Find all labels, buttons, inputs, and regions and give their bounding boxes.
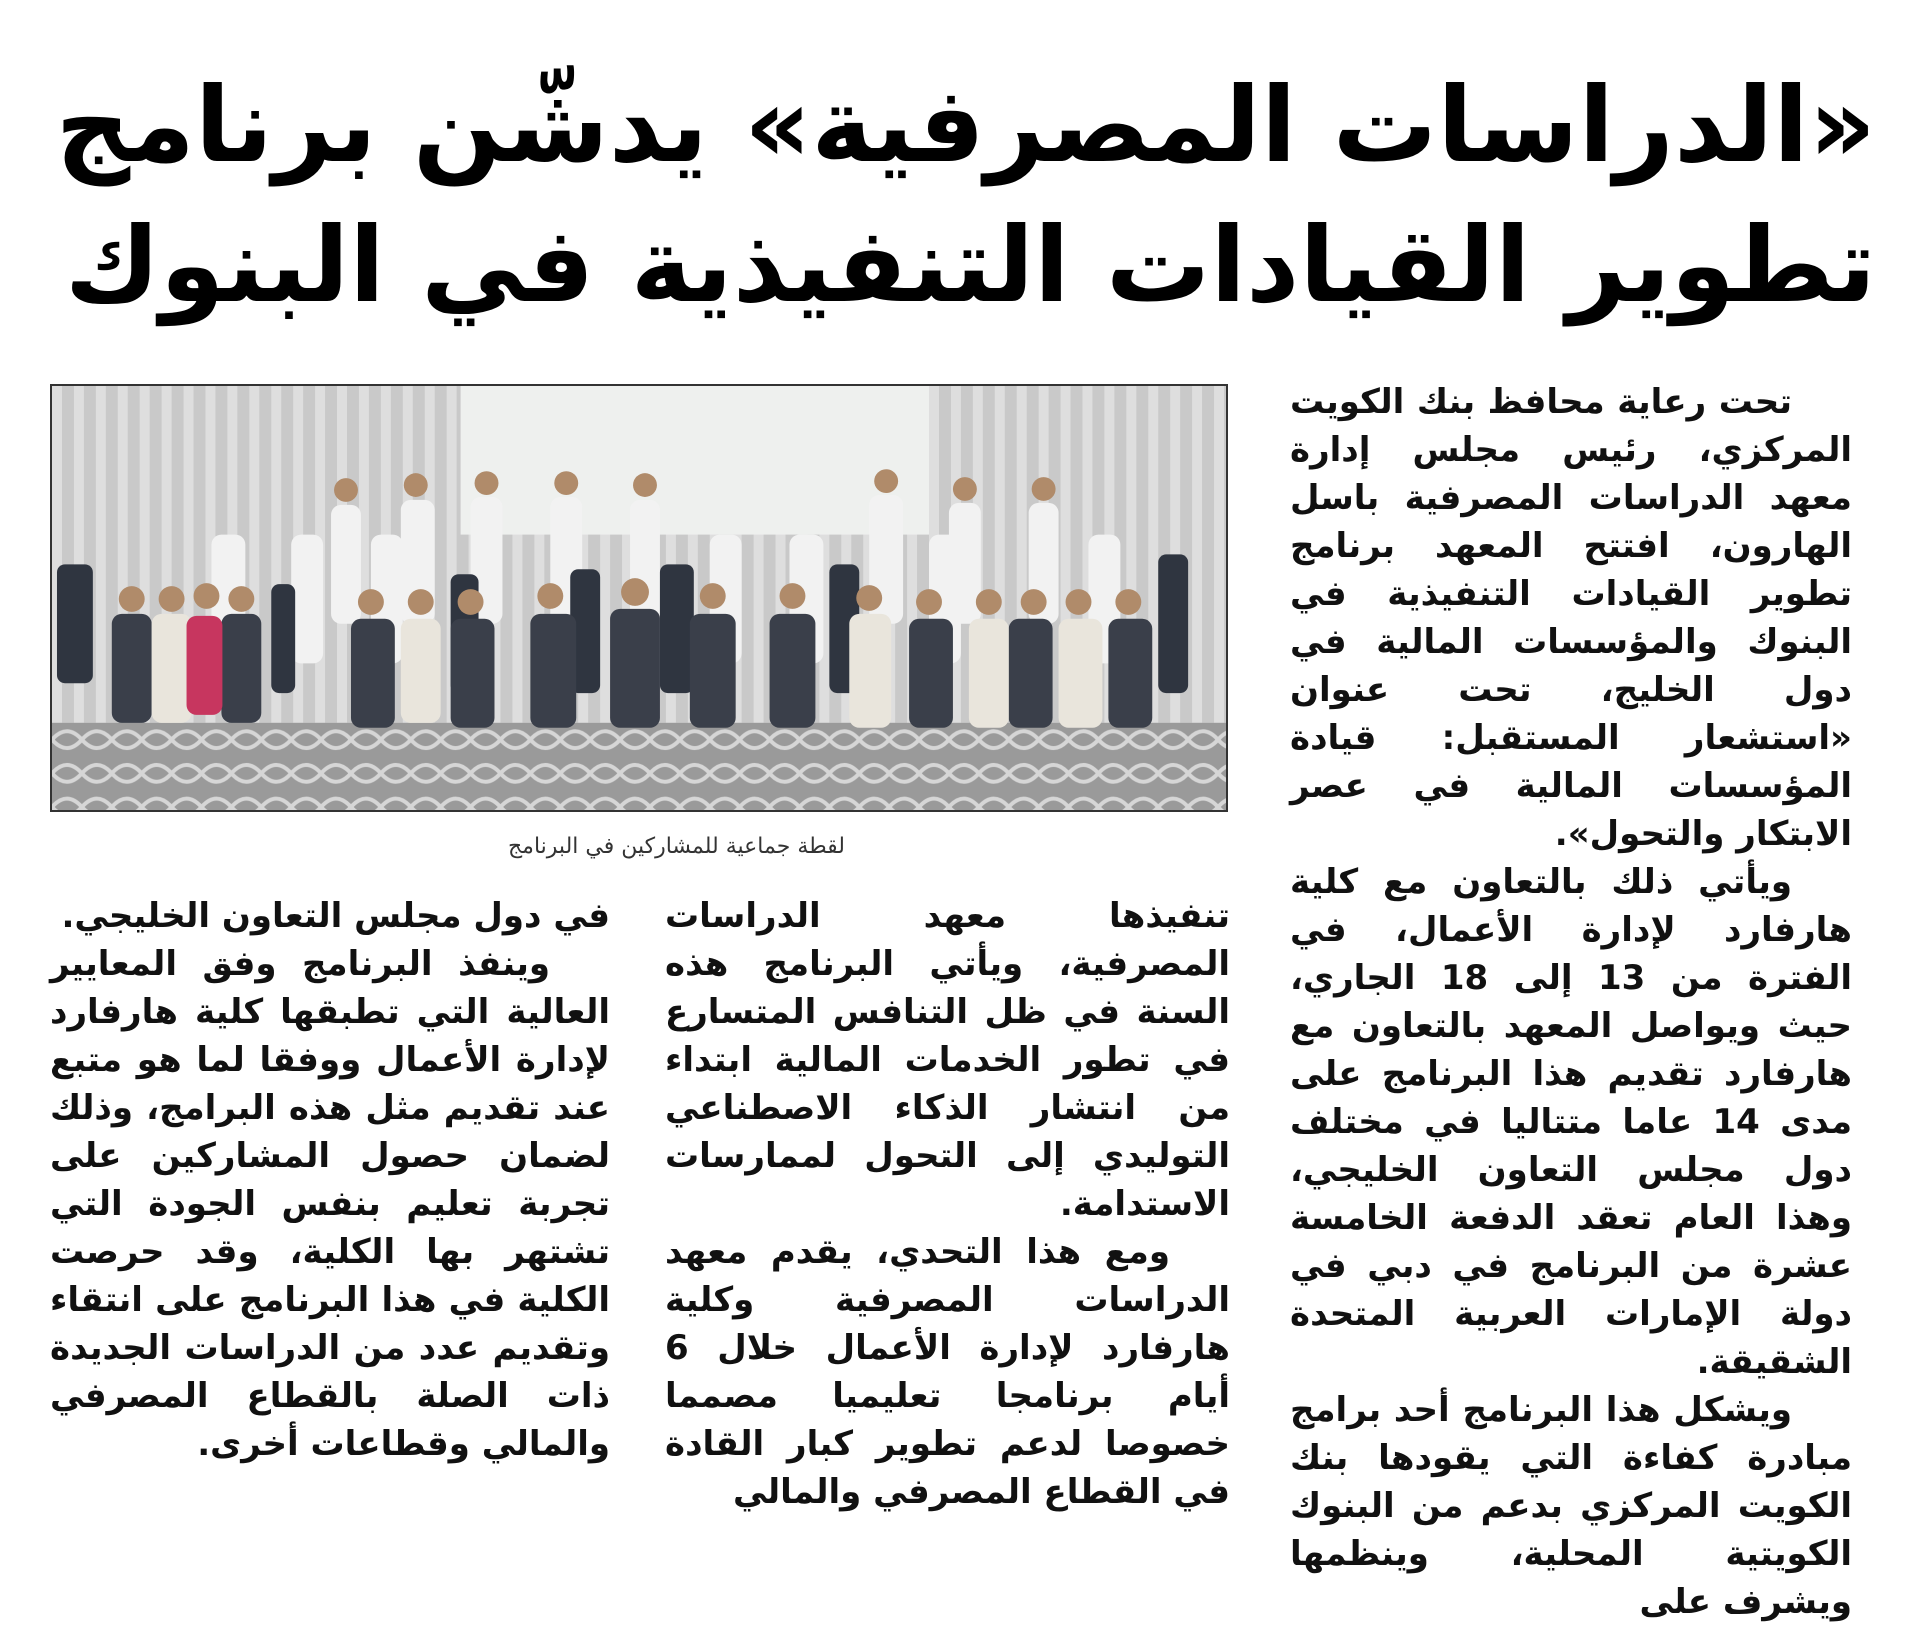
photo-caption: لقطة جماعية للمشاركين في البرنامج bbox=[507, 834, 845, 859]
headline-line-1: «الدراسات المصرفية» يدشّن برنامج bbox=[55, 64, 1876, 186]
headline bbox=[40, 55, 1876, 335]
paragraph: ويشكل هذا البرنامج أحد برامج مبادرة كفاءة التي يقودها بنك الكويت المركزي بدعم من البنوك الكويتية المحلية، وينظمها ويشرف على bbox=[1290, 1390, 1852, 1622]
paragraph: ومع هذا التحدي، يقدم معهد الدراسات المصرفية وكلية هارفارد لإدارة الأعمال خلال 6 أيام برنامجا تعليميا مصمما خصوصا لدعم تطوير كبار القادة في القطاع المصرفي والمالي bbox=[665, 1232, 1230, 1512]
paragraph: ويأتي ذلك بالتعاون مع كلية هارفارد لإدارة الأعمال، في الفترة من 13 إلى 18 الجاري، حيث ويواصل المعهد بالتعاون مع هارفارد تقديم هذا البرنامج على مدى 14 عاما متتاليا في مختلف دول مجلس التعاون الخليجي، وهذا العام تعقد الدفعة الخامسة عشرة من البرنامج في دبي في دولة الإمارات العربية المتحدة الشقيقة. bbox=[1290, 862, 1852, 1382]
article-column-right bbox=[1290, 378, 1852, 1626]
paragraph: تحت رعاية محافظ بنك الكويت المركزي، رئيس مجلس إدارة معهد الدراسات المصرفية باسل الهارون، افتتح المعهد برنامج تطوير القيادات التنفيذية في البنوك والمؤسسات المالية في دول الخليج، تحت عنوان «استشعار المستقبل: قيادة المؤسسات المالية في عصر الابتكار والتحول». bbox=[1290, 382, 1852, 854]
group-photo bbox=[50, 384, 1228, 812]
paragraph: تنفيذها معهد الدراسات المصرفية، ويأتي البرنامج هذه السنة في ظل التنافس المتسارع في تطور الخدمات المالية ابتداء من انتشار الذكاء الاصطناعي التوليدي إلى التحول لممارسات الاستدامة. bbox=[665, 896, 1230, 1224]
paragraph: وينفذ البرنامج وفق المعايير العالية التي تطبقها كلية هارفارد لإدارة الأعمال ووفقا لما هو متبع عند تقديم مثل هذه البرامج، وذلك لضمان حصول المشاركين على تجربة تعليم بنفس الجودة التي تشتهر بها الكلية، وقد حرصت الكلية في هذا البرنامج على انتقاء وتقديم عدد من الدراسات الجديدة ذات الصلة بالقطاع المصرفي والمالي وقطاعات أخرى. bbox=[50, 944, 610, 1464]
headline-line-2: تطوير القيادات التنفيذية في البنوك bbox=[64, 204, 1876, 326]
article-column-middle bbox=[665, 892, 1230, 1516]
paragraph: في دول مجلس التعاون الخليجي. bbox=[61, 896, 610, 936]
article-column-left bbox=[50, 892, 610, 1468]
group-photo-illustration bbox=[52, 386, 1226, 810]
